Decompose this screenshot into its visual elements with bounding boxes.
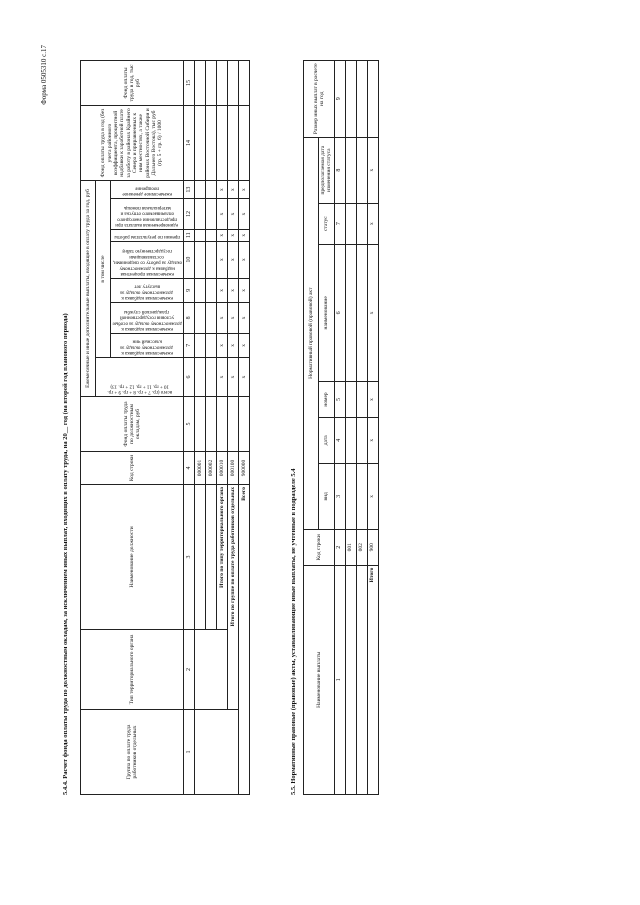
header-c11: премии по результатам работы <box>111 229 184 241</box>
row-code: 000100 <box>228 452 239 485</box>
col-num: 8 <box>184 302 195 333</box>
row-code: 000010 <box>217 452 228 485</box>
table-row <box>345 61 356 795</box>
section-544-title: 5.4.4. Расчет фонда оплаты труда по должностным окладам, за исключением иных выплат, входящих в оплату труда, на 20__ год (на второй год планового периода) <box>62 313 69 795</box>
header-code: Код строки <box>81 452 184 485</box>
col-num: 7 <box>184 333 195 357</box>
x-mark: x <box>228 229 239 241</box>
header-change-date: предполагаемая дата изменения статуса <box>319 137 335 203</box>
x-mark: x <box>228 241 239 278</box>
header-status: статус <box>319 203 335 244</box>
x-mark: x <box>367 203 378 244</box>
col-num: 4 <box>184 452 195 485</box>
x-mark: x <box>217 333 228 357</box>
x-mark: x <box>239 333 250 357</box>
header-date: дата <box>319 417 335 463</box>
col-num: 4 <box>334 417 345 463</box>
row-code: 001 <box>345 529 356 565</box>
row-label: Итого по группе по оплате труда работников отдельных <box>228 485 239 710</box>
header-c12: единовременная выплата при предоставлении ежегодного оплачиваемого отпуска и материальная помощь <box>111 199 184 230</box>
header-type: вид <box>319 463 335 529</box>
header-additional-group: Ежемесячные и иные дополнительные выплаты, входящие в оплату труда за год, руб <box>81 181 96 397</box>
header-total: всего (гр. 7 + гр. 8 + гр. 9 + гр. 10 + гр. 11 + гр. 12 + гр. 13) <box>96 358 184 397</box>
x-mark: x <box>217 302 228 333</box>
table-row-total <box>239 61 250 795</box>
col-num: 2 <box>184 630 195 710</box>
salary-fund-table <box>80 60 250 795</box>
header-c7: ежемесячная надбавка к должностному окладу за классный чин <box>111 333 184 357</box>
x-mark: x <box>239 302 250 333</box>
col-num: 6 <box>184 358 195 397</box>
col-num: 13 <box>184 181 195 199</box>
x-mark: x <box>239 229 250 241</box>
header-in-that: в том числе <box>96 181 111 358</box>
row-code: 000002 <box>206 452 217 485</box>
col-num: 12 <box>184 199 195 230</box>
x-mark: x <box>217 181 228 199</box>
x-mark: x <box>217 229 228 241</box>
x-mark: x <box>239 278 250 302</box>
row-label: Всего <box>239 485 250 795</box>
x-mark: x <box>239 181 250 199</box>
table-row-total <box>367 61 378 795</box>
header-number: номер <box>319 382 335 418</box>
col-num: 3 <box>334 463 345 529</box>
col-num: 6 <box>334 244 345 382</box>
header-c10: ежемесячная процентная надбавка к должностному окладу за работу со сведениями, составляющими государственную тайну <box>111 241 184 278</box>
col-num: 14 <box>184 106 195 181</box>
x-mark: x <box>228 181 239 199</box>
col-num: 10 <box>184 241 195 278</box>
x-mark: x <box>367 463 378 529</box>
row-label: Итого <box>367 565 378 794</box>
col-num: 9 <box>184 278 195 302</box>
x-mark: x <box>228 333 239 357</box>
x-mark: x <box>217 199 228 230</box>
col-num: 5 <box>184 397 195 452</box>
x-mark: x <box>228 199 239 230</box>
row-code: 000001 <box>195 452 206 485</box>
x-mark: x <box>239 358 250 397</box>
x-mark: x <box>367 417 378 463</box>
x-mark: x <box>228 278 239 302</box>
col-num: 15 <box>184 61 195 106</box>
section-55-title: 5.5. Нормативные правовые (правовые) акты, устанавливающие иные выплаты, не учтенные в подразделе 5.4 <box>290 468 297 795</box>
col-num: 3 <box>184 485 195 630</box>
col-num: 9 <box>334 61 345 138</box>
x-mark: x <box>367 244 378 382</box>
column-number-row <box>334 61 345 795</box>
col-num: 5 <box>334 382 345 418</box>
table-row <box>195 61 206 795</box>
header-c9: ежемесячная надбавка к должностному окладу за выслугу лет <box>111 278 184 302</box>
header-payment-name: Наименование выплаты <box>304 565 335 794</box>
row-label: Итого по типу территориального органа <box>217 485 228 630</box>
x-mark: x <box>217 278 228 302</box>
header-c8: ежемесячная надбавка к должностному окладу за особые условия государственной гражданской службы <box>111 302 184 333</box>
x-mark: x <box>228 302 239 333</box>
header-code: Код строки <box>304 529 335 565</box>
table-row-subtotal-group <box>228 61 239 795</box>
col-num: 8 <box>334 137 345 203</box>
row-code: 002 <box>356 529 367 565</box>
header-amount: Размер иных выплат в расчете на год <box>304 61 335 138</box>
row-code: 900 <box>367 529 378 565</box>
x-mark: x <box>239 241 250 278</box>
header-act: Нормативный правовой (правовой) акт <box>304 137 319 529</box>
col-num: 1 <box>334 565 345 794</box>
other-payments-table <box>303 60 379 795</box>
header-name: наименование <box>319 244 335 382</box>
form-code: Форма 0505310 с.17 <box>40 45 48 105</box>
header-org-type: Тип территориального органа <box>81 630 184 710</box>
column-number-row <box>184 61 195 795</box>
x-mark: x <box>228 358 239 397</box>
header-position: Наименование должности <box>81 485 184 630</box>
header-group: Группа по оплате труда работников отдельных <box>81 710 184 795</box>
col-num: 11 <box>184 229 195 241</box>
x-mark: x <box>367 382 378 418</box>
header-c14: Фонд оплаты труда в год (без учета районного коэффициента, процентной надбавки к заработной плате за работу в районах Крайнего Севера и приравненных к ним местностях, а также районах Восточной Сибири и Дальнего Востока), тыс руб (гр. 5 + гр. 6) / 1000 <box>81 106 184 181</box>
col-num: 1 <box>184 710 195 795</box>
col-num: 2 <box>334 529 345 565</box>
col-num: 7 <box>334 203 345 244</box>
header-c15: Фонд оплаты труда в год, тыс руб <box>81 61 184 106</box>
header-c13: ежемесячное денежное поощрение <box>111 181 184 199</box>
x-mark: x <box>217 241 228 278</box>
header-fund-salary: Фонд оплаты труда по должностным окладам, руб <box>81 397 184 452</box>
row-code: 900000 <box>239 452 250 485</box>
x-mark: x <box>367 137 378 203</box>
x-mark: x <box>239 199 250 230</box>
x-mark: x <box>217 358 228 397</box>
table-row <box>356 61 367 795</box>
